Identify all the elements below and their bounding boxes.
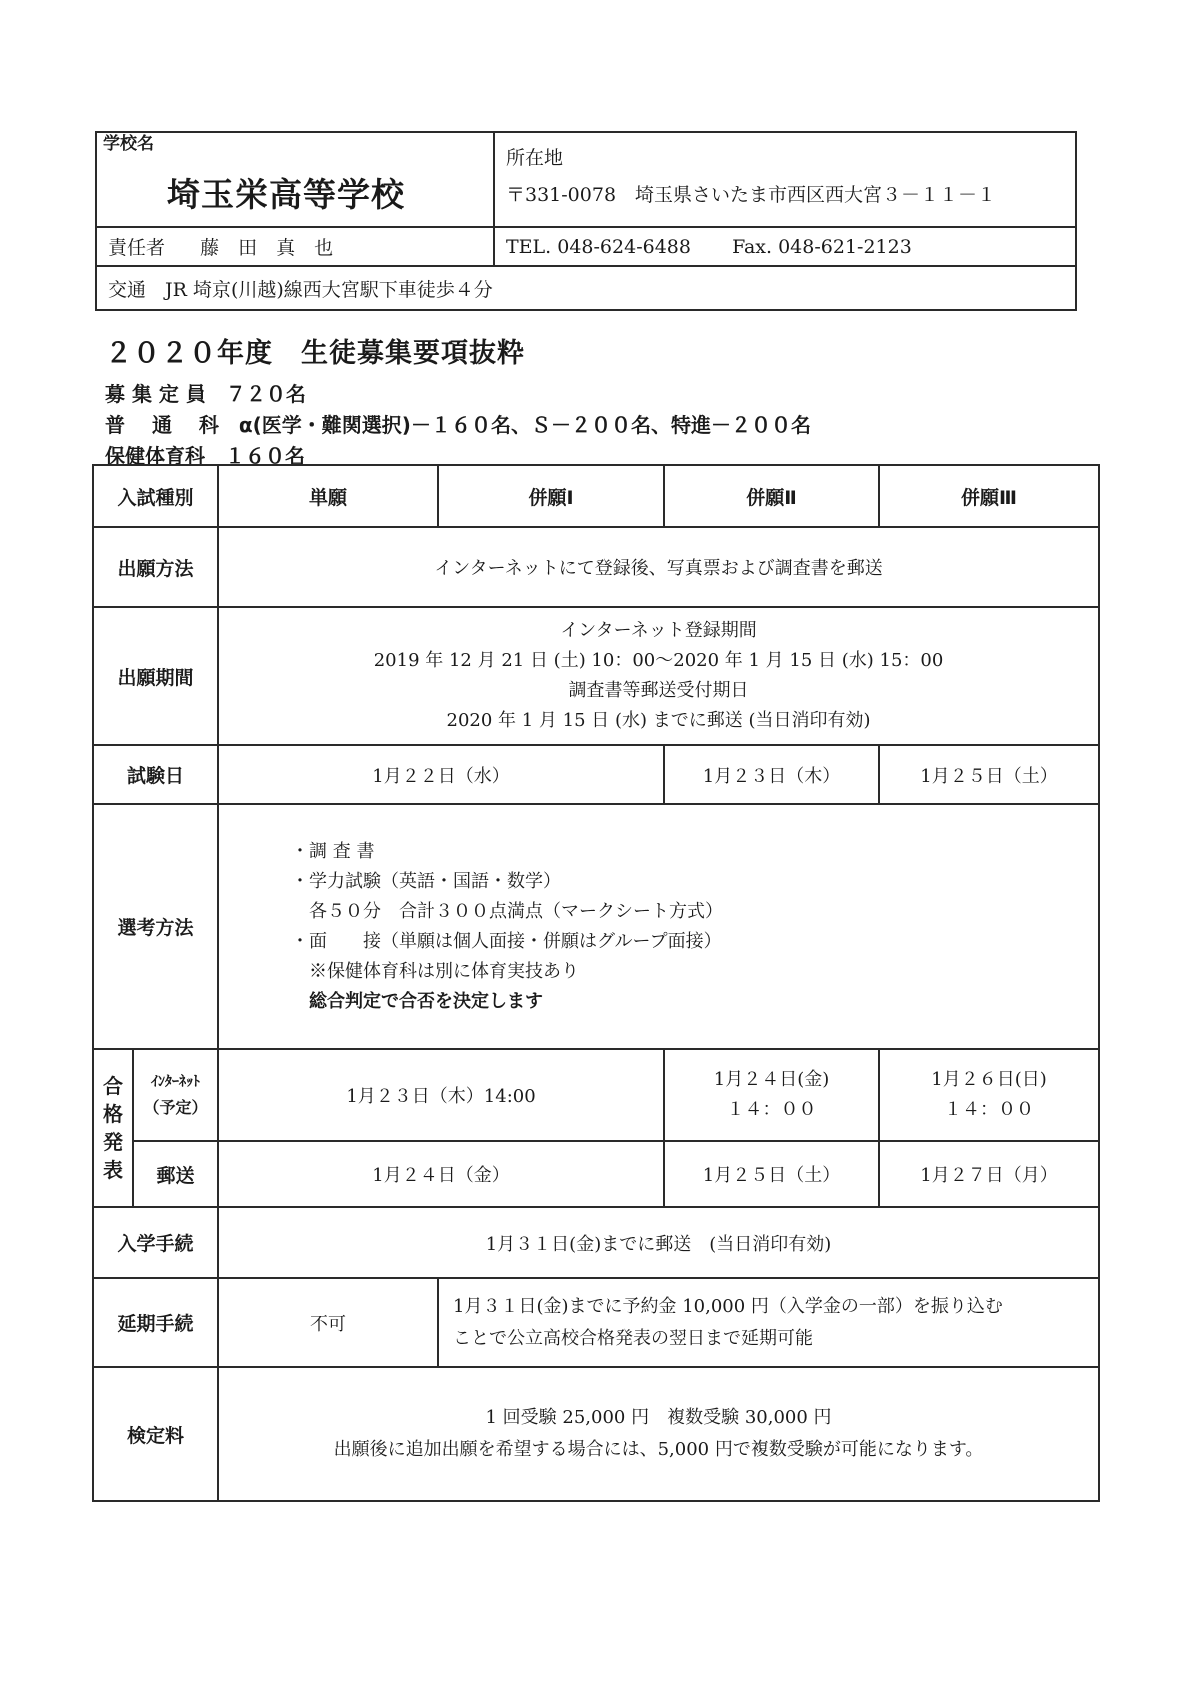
selection-line: ・学力試験（英語・国語・数学） <box>291 870 562 892</box>
application-period-value <box>218 607 1099 745</box>
postpone-line: 1月３１日(金)までに予約金 10,000 円（入学金の一部）を振り込む <box>453 1295 1003 1317</box>
school-info-table <box>95 131 1077 311</box>
period-line: 2020 年 1 月 15 日 (水) までに郵送 (当日消印有効) <box>446 710 871 731</box>
table-row <box>93 804 1099 1049</box>
internet-label: ｲﾝﾀｰﾈｯﾄ <box>151 1074 200 1090</box>
school-address: 〒331-0078 埼玉県さいたま市西区西大宮３－１１－１ <box>506 184 997 206</box>
table-row <box>93 527 1099 607</box>
enrollment-label: 入学手続 <box>93 1207 218 1278</box>
table-header-row <box>93 465 1099 527</box>
result-label-char: 発 <box>103 1130 123 1154</box>
postpone-label: 延期手続 <box>93 1278 218 1367</box>
result-label-char: 表 <box>103 1158 123 1182</box>
internet-note: （予定） <box>143 1098 208 1117</box>
selection-line: ・面 接（単願は個人面接・併願はグループ面接） <box>291 930 722 952</box>
table-row <box>93 1049 1099 1141</box>
pe-course-line: 保健体育科 １６０名 <box>105 444 305 468</box>
exam-date-label: 試験日 <box>93 745 218 804</box>
school-name: 埼玉栄高等学校 <box>167 175 405 214</box>
header-combined-3: 併願Ⅲ <box>879 465 1099 527</box>
location-label: 所在地 <box>506 147 564 169</box>
table-row <box>93 1207 1099 1278</box>
table-row <box>93 1278 1099 1367</box>
selection-line: ・調 査 書 <box>291 840 375 862</box>
selection-line: 総合判定で合否を決定します <box>291 990 544 1012</box>
result-label-text <box>94 1072 132 1184</box>
fee-label: 検定料 <box>93 1367 218 1501</box>
result-label-char: 格 <box>103 1102 123 1126</box>
exam-date-single: 1月２２日（水） <box>218 745 664 804</box>
header-combined-1: 併願Ⅰ <box>438 465 664 527</box>
mail-result-combined-2: 1月２５日（土） <box>664 1141 879 1207</box>
internet-result-combined-2 <box>664 1049 879 1141</box>
school-tel: TEL. 048-624-6488 <box>506 235 691 258</box>
enrollment-value: 1月３１日(金)までに郵送 (当日消印有効) <box>218 1207 1099 1278</box>
school-name-cell <box>96 132 494 227</box>
header-single: 単願 <box>218 465 438 527</box>
header-combined-2: 併願Ⅱ <box>664 465 879 527</box>
postpone-combined <box>438 1278 1099 1367</box>
school-access: 交通 JR 埼京(川越)線西大宮駅下車徒歩４分 <box>108 278 493 301</box>
capacity-line: 募 集 定 員 ７２０名 <box>105 382 306 406</box>
admission-table <box>92 464 1100 1502</box>
exam-date-combined-2: 1月２３日（木） <box>664 745 879 804</box>
selection-line: ※保健体育科は別に体育実技あり <box>291 960 580 982</box>
document-title: ２０２０年度 生徒募集要項抜粋 <box>105 338 525 369</box>
school-name-label: 学校名 <box>103 134 154 154</box>
table-row <box>93 745 1099 804</box>
manager-label: 責任者 <box>108 237 166 259</box>
postpone-line: ことで公立高校合格発表の翌日まで延期可能 <box>453 1327 814 1349</box>
table-row <box>93 1367 1099 1501</box>
selection-label: 選考方法 <box>93 804 218 1049</box>
internet-result-single: 1月２３日（木）14:00 <box>218 1049 664 1141</box>
location-cell <box>494 132 1076 227</box>
application-method-value: インターネットにて登録後、写真票および調査書を郵送 <box>218 527 1099 607</box>
manager-cell <box>96 227 494 266</box>
postpone-single: 不可 <box>218 1278 438 1367</box>
manager-name: 藤 田 真 也 <box>200 237 334 259</box>
application-method-label: 出願方法 <box>93 527 218 607</box>
mail-label: 郵送 <box>133 1141 218 1207</box>
internet-result-time: １４：００ <box>944 1099 1035 1120</box>
result-label <box>93 1049 133 1207</box>
fee-value <box>218 1367 1099 1501</box>
internet-result-date: 1月２６日(日) <box>931 1069 1047 1090</box>
fee-line: 出願後に追加出願を希望する場合には、5,000 円で複数受験が可能になります。 <box>333 1439 984 1460</box>
period-line: インターネット登録期間 <box>560 620 757 641</box>
internet-result-time: １４：００ <box>726 1099 817 1120</box>
period-line: 2019 年 12 月 21 日 (土) 10：00～2020 年 1 月 15 日 (水) 15：00 <box>373 650 944 671</box>
internet-label-cell <box>133 1049 218 1141</box>
period-line: 調査書等郵送受付期日 <box>568 680 749 701</box>
table-row <box>93 607 1099 745</box>
selection-value <box>218 804 1099 1049</box>
general-course-line: 普 通 科 α(医学・難関選択)－１６０名、Ｓ－２００名、特進－２００名 <box>105 413 811 437</box>
result-label-char: 合 <box>103 1074 123 1098</box>
exam-date-combined-3: 1月２５日（土） <box>879 745 1099 804</box>
mail-result-combined-3: 1月２７日（月） <box>879 1141 1099 1207</box>
header-exam-type: 入試種別 <box>93 465 218 527</box>
contact-cell <box>494 227 1076 266</box>
internet-result-combined-3 <box>879 1049 1099 1141</box>
fee-line: 1 回受験 25,000 円 複数受験 30,000 円 <box>485 1407 832 1428</box>
application-period-label: 出願期間 <box>93 607 218 745</box>
table-row <box>93 1141 1099 1207</box>
school-fax: Fax. 048-621-2123 <box>732 235 912 258</box>
access-cell <box>96 266 1076 310</box>
selection-line: 各５０分 合計３００点満点（マークシート方式） <box>291 900 724 922</box>
internet-result-date: 1月２４日(金) <box>713 1069 830 1090</box>
mail-result-single: 1月２４日（金） <box>218 1141 664 1207</box>
